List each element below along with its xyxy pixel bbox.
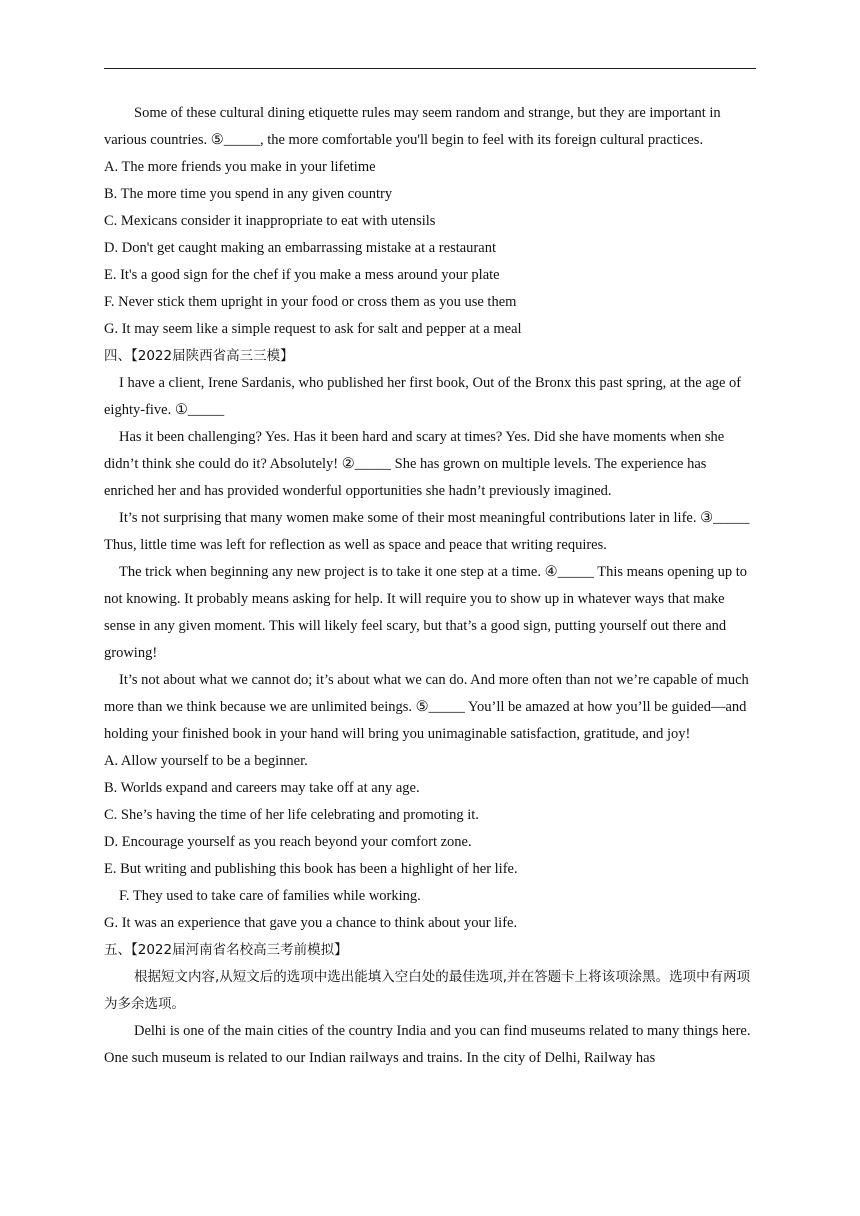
s4-option-f: F. They used to take care of families while working.: [119, 888, 421, 904]
s4-heading: 四、【2022届陕西省高三三模】: [104, 348, 294, 364]
s4-option-a: A. Allow yourself to be a beginner.: [104, 753, 308, 769]
s3-option-f: F. Never stick them upright in your food or cross them as you use them: [104, 294, 517, 310]
s4-option-c: C. She’s having the time of her life celebrating and promoting it.: [104, 807, 479, 823]
s3-option-g: G. It may seem like a simple request to ask for salt and pepper at a meal: [104, 321, 522, 337]
s5-heading: 五、【2022届河南省名校高三考前模拟】: [104, 942, 348, 958]
s4-option-e: E. But writing and publishing this book has been a highlight of her life.: [104, 861, 518, 877]
s4-paragraph-4: The trick when beginning any new project is to take it one step at a time. ④_____ This means opening up to not knowing. It probably means asking for help. It will require you to show up in whatever ways that make sense in any given moment. This will likely feel scary, but that’s a good sign, putting yourself out there and growing!: [104, 564, 748, 661]
s4-option-b: B. Worlds expand and careers may take off at any age.: [104, 780, 420, 796]
s3-option-a: A. The more friends you make in your lifetime: [104, 159, 376, 175]
s5-paragraph-1: Delhi is one of the main cities of the country India and you can find museums related to many things here. One such museum is related to our Indian railways and trains. In the city of Delhi, Railway has: [104, 1023, 751, 1066]
header-rule: [104, 68, 756, 69]
s5-instruction: 根据短文内容,从短文后的选项中选出能填入空白处的最佳选项,并在答题卡上将该项涂黑。选项中有两项为多余选项。: [104, 969, 751, 1012]
s3-option-b: B. The more time you spend in any given country: [104, 186, 393, 202]
s4-option-d: D. Encourage yourself as you reach beyond your comfort zone.: [104, 834, 472, 850]
s3-option-e: E. It's a good sign for the chef if you make a mess around your plate: [104, 267, 500, 283]
s4-paragraph-1: I have a client, Irene Sardanis, who published her first book, Out of the Bronx this past spring, at the age of eighty-five. ①_____: [104, 375, 742, 418]
document-body: [104, 100, 756, 1072]
s4-paragraph-5: It’s not about what we cannot do; it’s about what we can do. And more often than not we’re capable of much more than we think because we are unlimited beings. ⑤_____ You’ll be amazed at how you’ll be guided—and holding your finished book in your hand will bring you unimaginable satisfaction, gratitude, and joy!: [104, 672, 749, 742]
s3-option-d: D. Don't get caught making an embarrassing mistake at a restaurant: [104, 240, 496, 256]
s4-paragraph-2: Has it been challenging? Yes. Has it been hard and scary at times? Yes. Did she have moments when she didn’t think she could do it? Absolutely! ②_____ She has grown on multiple levels. The experience has enriched her and has provided wonderful opportunities she hadn’t previously imagined.: [104, 429, 725, 499]
s3-paragraph-5: Some of these cultural dining etiquette rules may seem random and strange, but they are important in various countries. ⑤_____, the more comfortable you'll begin to feel with its foreign cultural practices.: [104, 105, 721, 148]
s4-paragraph-3: It’s not surprising that many women make some of their most meaningful contributions later in life. ③_____ Thus, little time was left for reflection as well as space and peace that writing requires.: [104, 510, 750, 553]
s3-option-c: C. Mexicans consider it inappropriate to eat with utensils: [104, 213, 436, 229]
s4-option-g: G. It was an experience that gave you a chance to think about your life.: [104, 915, 518, 931]
